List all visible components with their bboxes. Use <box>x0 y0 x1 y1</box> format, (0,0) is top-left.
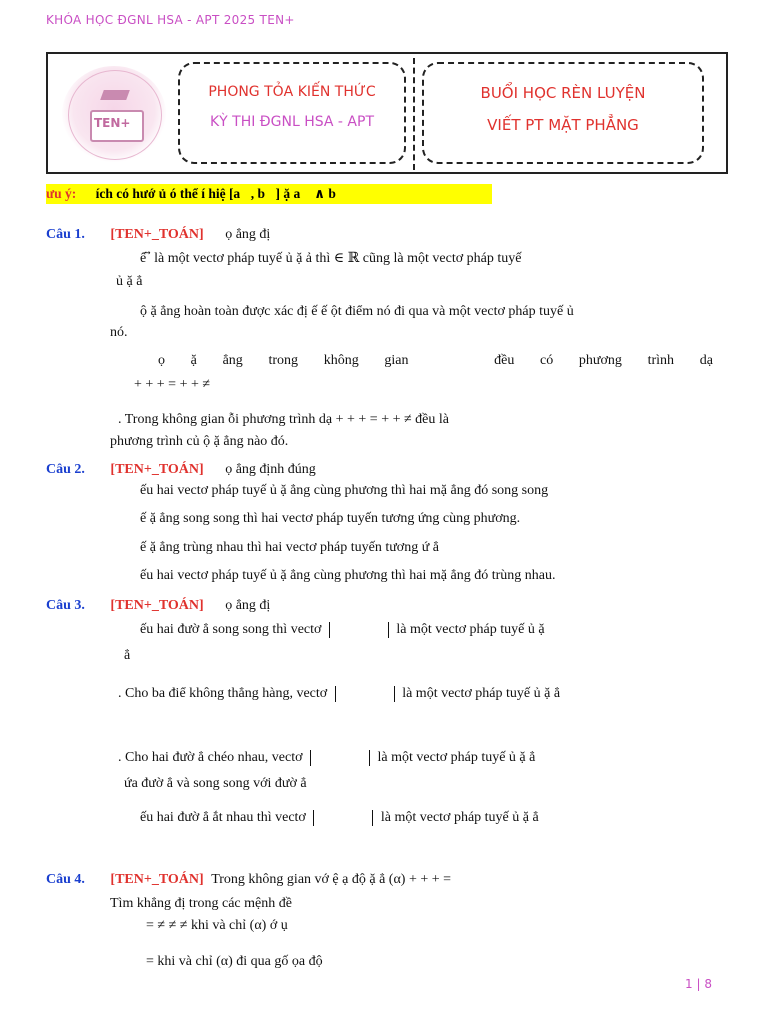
word: dạ <box>699 353 713 368</box>
question-4-header <box>46 872 451 888</box>
word: trong <box>268 353 299 368</box>
q4-option-b: = khi và chỉ (α) đi qua gố ọa độ <box>146 954 323 969</box>
q2-option-b: ế ặ ẳng song song thì hai vectơ pháp tuyến tương ứng cùng phương. <box>140 511 521 526</box>
question-prompt: ọ ẳng đị <box>225 227 271 242</box>
word: ẳng <box>222 353 243 368</box>
q3-option-c-line2: ứa đườ ẳ và song song với đườ ẳ <box>124 776 307 791</box>
question-number: Câu 2. <box>46 462 85 477</box>
word: đều <box>494 353 515 368</box>
question-number: Câu 1. <box>46 227 85 242</box>
graduation-cap-icon <box>100 90 130 100</box>
title-box-right <box>422 62 704 164</box>
logo-text: TEN+ <box>94 116 131 130</box>
q3-option-d <box>140 810 539 826</box>
header-banner <box>46 52 728 174</box>
q1-option-a-line2: ủ ặ ẳ <box>116 274 143 289</box>
q3-option-c-line1 <box>118 750 535 766</box>
word: có <box>540 353 554 368</box>
option-text: . Cho ba điể không thẳng hàng, vectơ <box>118 686 328 702</box>
option-text: . Cho hai đườ ẳ chéo nhau, vectơ <box>118 750 303 766</box>
q3-option-a-line1 <box>140 622 545 638</box>
cross-product-bracket <box>335 686 395 702</box>
word: phương <box>578 353 622 368</box>
title-box-left <box>178 62 406 164</box>
title-box-right-line2: VIẾT PT MẶT PHẲNG <box>487 116 639 134</box>
word: không <box>323 353 359 368</box>
q1-option-d-line2: phương trình củ ộ ặ ẳng nào đó. <box>110 434 289 449</box>
banner-divider <box>413 58 415 170</box>
q1-option-c-line2: + + + = + + ≠ <box>134 377 211 392</box>
word: ọ <box>158 353 165 368</box>
note-text: ích có hướ ủ ó thể í hiệ [a⃗, b⃗] ặ a⃗ ∧ b⃗ <box>95 186 347 201</box>
q1-option-d-line1: . Trong không gian ỗi phương trình dạ + + + = + + ≠ đều là <box>118 412 449 427</box>
option-text: là một vectơ pháp tuyế ủ ặ <box>396 622 545 638</box>
q4-option-a: = ≠ ≠ ≠ khi và chỉ (α) ớ ụ <box>146 918 288 933</box>
q2-option-d: ếu hai vectơ pháp tuyế ủ ặ ẳng cùng phương thì hai mặ ẳng đó trùng nhau. <box>140 568 556 583</box>
q1-option-b-line2: nó. <box>110 325 128 340</box>
question-tag: [TEN+_TOÁN] <box>110 227 204 242</box>
question-prompt: ọ ẳng đị <box>225 598 271 613</box>
q1-option-c-line1 <box>158 353 713 369</box>
question-tag: [TEN+_TOÁN] <box>110 598 204 613</box>
q1-option-b-line1: ộ ặ ẳng hoàn toàn được xác đị ế ế ột điểm nó đi qua và một vectơ pháp tuyế ủ <box>140 304 574 319</box>
word: gian <box>384 353 409 368</box>
note-highlight <box>46 184 492 204</box>
option-text: ếu hai đườ ẳ ắt nhau thì vectơ <box>140 810 306 826</box>
option-text: là một vectơ pháp tuyế ủ ặ ẳ <box>377 750 536 766</box>
word: ặ <box>190 353 197 368</box>
q2-option-a: ếu hai vectơ pháp tuyế ủ ặ ẳng cùng phương thì hai mặ ẳng đó song song <box>140 483 549 498</box>
question-number: Câu 4. <box>46 872 85 887</box>
question-number: Câu 3. <box>46 598 85 613</box>
question-tag: [TEN+_TOÁN] <box>110 462 204 477</box>
q3-option-a-line2: ẳ <box>124 648 131 663</box>
question-tag: [TEN+_TOÁN] <box>110 872 204 887</box>
question-2-header <box>46 462 316 478</box>
question-3-header <box>46 598 270 614</box>
q1-option-a-line1: ế ⃗ là một vectơ pháp tuyế ủ ặ ả thì ∈ ℝ cũng là một vectơ pháp tuyế <box>140 251 522 266</box>
title-box-left-line2: KỲ THI ĐGNL HSA - APT <box>209 114 375 130</box>
title-box-right-line1: BUỔI HỌC RÈN LUYỆN <box>480 84 646 102</box>
q4-instruction: Tìm khẳng đị trong các mệnh đề <box>110 896 292 911</box>
title-box-left-line1: PHONG TỎA KIẾN THỨC <box>208 84 376 100</box>
q3-option-b <box>118 686 560 702</box>
note-label: ưu ý: <box>46 186 77 201</box>
cross-product-bracket <box>329 622 389 638</box>
page-number: 1 | 8 <box>685 977 712 991</box>
question-prompt: ọ ẳng định đúng <box>225 462 316 477</box>
course-title: KHÓA HỌC ĐGNL HSA - APT 2025 TEN+ <box>46 13 295 27</box>
option-text: là một vectơ pháp tuyế ủ ặ ẳ <box>380 810 539 826</box>
question-prompt: Trong không gian vớ ệ ạ độ ặ ẳ (α) + + + = <box>211 872 452 887</box>
word: trình <box>647 353 675 368</box>
ten-plus-logo <box>62 66 166 162</box>
option-text: là một vectơ pháp tuyế ủ ặ ẳ <box>402 686 561 702</box>
cross-product-bracket <box>313 810 373 826</box>
option-text: ếu hai đườ ẳ song song thì vectơ <box>140 622 322 638</box>
cross-product-bracket <box>310 750 370 766</box>
q2-option-c: ế ặ ẳng trùng nhau thì hai vectơ pháp tuyến tương ứ ẳ <box>140 540 440 555</box>
question-1-header <box>46 227 270 243</box>
